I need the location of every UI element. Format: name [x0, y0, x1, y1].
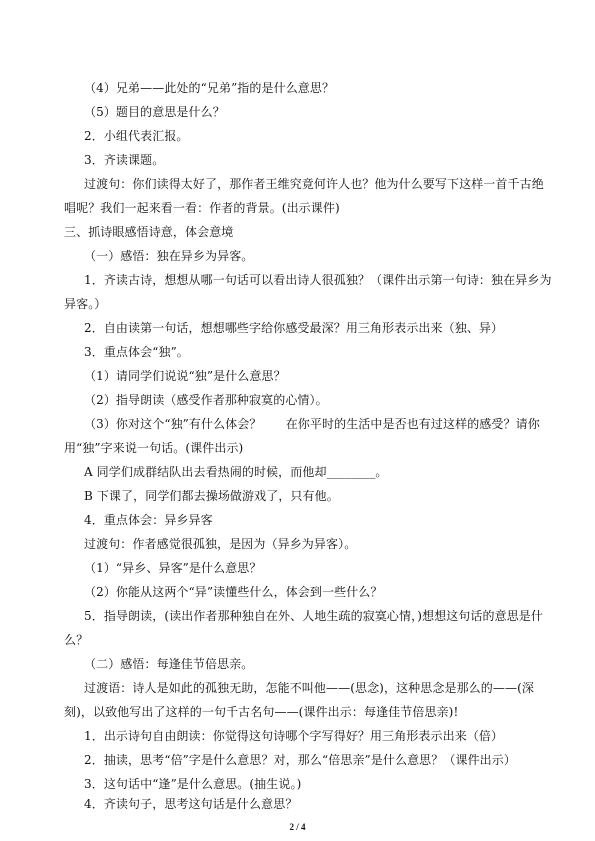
item-2: 2．自由读第一句话，想想哪些字给你感受最深？用三角形表示出来（独、异）: [84, 321, 504, 335]
question-5: （5）题目的意思是什么？: [84, 105, 225, 119]
example-b: B 下课了，同学们都去操场做游戏了，只有他。: [84, 489, 339, 503]
item-3-sub-3: （3）你对这个“独”有什么体会？ 在你平时的生活中是否也有过这样的感受？请你用“独”字来说一句话。(课件出示): [64, 417, 540, 455]
item-4-sub-2: （2）你能从这两个“异”读懂些什么，体会到一些什么？: [84, 585, 383, 599]
step-3: 3．齐读课题。: [84, 153, 165, 167]
transition-sentence-2: 过渡句：作者感觉很孤独，是因为（异乡为异客）。: [84, 537, 357, 551]
item-5-paragraph: 5．指导朗读，(读出作者那种独自在外、人地生疏的寂寞心情，)想想这句话的意思是什么？: [64, 609, 544, 647]
transition-paragraph-3: 过渡语：诗人是如此的孤独无助，怎能不叫他——(思念)，这种思念是那么的——(深刻)，以致他写出了这样的一句千古名句——(课件出示：每逢佳节倍思亲)!: [64, 681, 534, 719]
item-4: 4．重点体会：异乡异客: [84, 513, 213, 527]
part2-item-1: 1．出示诗句自由朗读：你觉得这句诗哪个字写得好？用三角形表示出来（倍）: [84, 729, 504, 743]
subsection-heading-2: （二）感悟：每逢佳节倍思亲。: [84, 657, 254, 671]
item-4-sub-1: （1）“异乡、异客”是什么意思？: [84, 561, 262, 575]
transition-paragraph-1: 过渡句：你们读得太好了，那作者王维究竟何许人也？他为什么要写下这样一首千古绝唱呢？我们一起来看一看：作者的背景。(出示课件): [64, 177, 544, 215]
part2-item-4: 4．齐读句子，思考这句话是什么意思？: [84, 797, 298, 811]
item-3-sub-2: （2）指导朗读（感受作者那种寂寞的心情）。: [84, 393, 328, 407]
part2-item-3: 3．这句话中“逢”是什么意思。(抽生说。): [84, 777, 302, 791]
question-4: （4）兄弟——此处的“兄弟”指的是什么意思？: [84, 81, 335, 95]
step-2: 2．小组代表汇报。: [84, 129, 189, 143]
item-3-sub-1: （1）请同学们说说“独”是什么意思？: [84, 369, 286, 383]
part2-item-2: 2．抽读，思考“倍”字是什么意思？对，那么“倍思亲”是什么意思？（课件出示）: [84, 753, 516, 767]
subsection-heading-1: （一）感悟：独在异乡为异客。: [84, 249, 254, 263]
page-number: 2 / 4: [289, 822, 306, 832]
section-heading-3: 三、抓诗眼感悟诗意，体会意境: [64, 225, 234, 239]
example-a: A 同学们成群结队出去看热闹的时候，而他却________。: [84, 465, 388, 479]
item-3: 3．重点体会“独”。: [84, 345, 189, 359]
item-1-paragraph: 1．齐读古诗，想想从哪一句话可以看出诗人很孤独？（课件出示第一句诗：独在异乡为异客。）: [64, 273, 552, 311]
